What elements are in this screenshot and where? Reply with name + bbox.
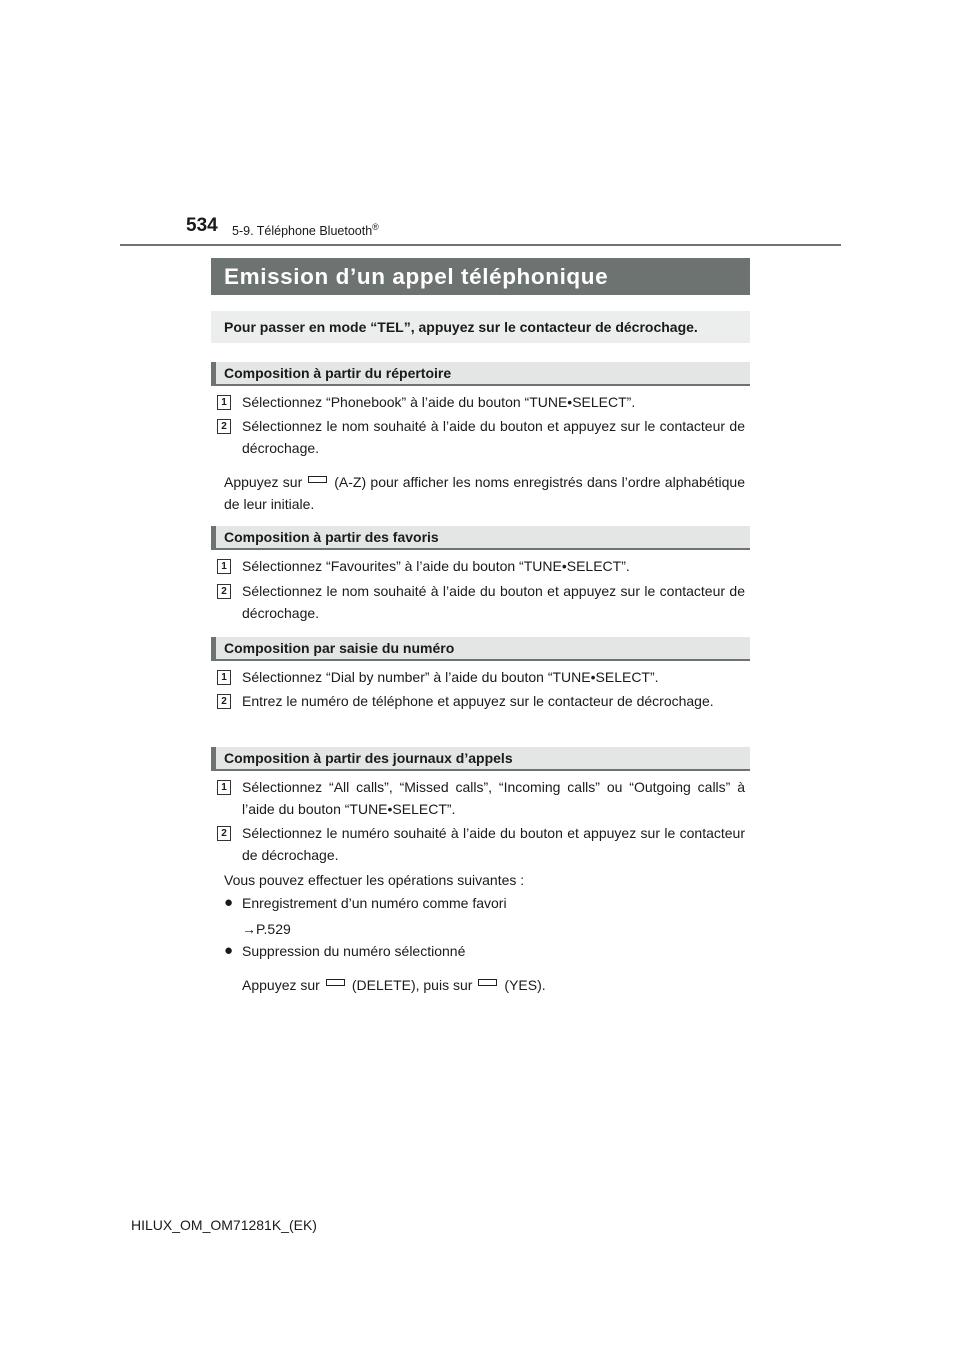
page-reference [242, 918, 745, 940]
step-number-badge: 1 [217, 559, 231, 574]
step-number-badge: 1 [217, 395, 231, 410]
step-number-badge: 2 [217, 694, 231, 709]
action-text-1: Appuyez sur [242, 977, 320, 993]
button-icon [478, 979, 497, 986]
step-text: Entrez le numéro de téléphone et appuyez sur le contacteur de décrochage. [242, 693, 714, 709]
footer-code: HILUX_OM_OM71281K_(EK) [131, 1217, 317, 1233]
step-text: Sélectionnez le numéro souhaité à l’aide du bouton et appuyez sur le contacteur de décrochage. [242, 825, 745, 863]
step-text: Sélectionnez “Phonebook” à l’aide du bouton “TUNE•SELECT”. [242, 394, 636, 410]
step-text: Sélectionnez “All calls”, “Missed calls”, “Incoming calls” ou “Outgoing calls” à l’aide du bouton “TUNE•SELECT”. [242, 779, 745, 817]
note-text: Vous pouvez effectuer les opérations suivantes : [224, 872, 525, 888]
step-text: Sélectionnez “Dial by number” à l’aide du bouton “TUNE•SELECT”. [242, 669, 659, 685]
step-number-badge: 1 [217, 670, 231, 685]
action-text-2: (DELETE), puis sur [351, 977, 473, 993]
action-text-3: (YES). [504, 977, 546, 993]
section-title: 5-9. Téléphone Bluetooth [232, 224, 373, 239]
bullet-text: Enregistrement d’un numéro comme favori [242, 895, 507, 911]
bullet-action-text [242, 974, 745, 996]
note-text-before: Appuyez sur [224, 474, 303, 490]
step-number-badge: 1 [217, 780, 231, 795]
step-number-badge: 2 [217, 419, 231, 434]
step-text: Sélectionnez “Favourites” à l’aide du bouton “TUNE•SELECT”. [242, 558, 630, 574]
section-label [232, 222, 379, 238]
step-number-badge: 2 [217, 584, 231, 599]
step-text: Sélectionnez le nom souhaité à l’aide du bouton et appuyez sur le contacteur de décrochage. [242, 418, 745, 456]
button-icon [326, 979, 345, 986]
registered-mark: ® [372, 222, 379, 232]
step-number-badge: 2 [217, 826, 231, 841]
subheading-favourites: Composition à partir des favoris [211, 526, 750, 550]
page-reference-link[interactable]: P.529 [256, 921, 291, 937]
intro-box: Pour passer en mode “TEL”, appuyez sur le contacteur de décrochage. [211, 311, 750, 343]
page-title: Emission d’un appel téléphonique [211, 258, 750, 295]
step-text: Sélectionnez le nom souhaité à l’aide du bouton et appuyez sur le contacteur de décrochage. [242, 583, 745, 621]
arrow-right-icon: → [242, 921, 256, 937]
subheading-call-logs: Composition à partir des journaux d’appels [211, 747, 750, 771]
note-text-after: (A-Z) pour afficher les noms enregistrés dans l’ordre alphabétique de leur initiale. [224, 474, 745, 512]
subheading-dial-number: Composition par saisie du numéro [211, 637, 750, 661]
bullet-icon: ● [224, 894, 234, 911]
header-rule [120, 244, 841, 246]
bullet-icon: ● [224, 942, 234, 959]
note-text [224, 471, 745, 515]
bullet-text: Suppression du numéro sélectionné [242, 943, 466, 959]
button-icon [308, 476, 327, 483]
subheading-phonebook: Composition à partir du répertoire [211, 362, 750, 386]
page-number: 534 [186, 215, 218, 236]
